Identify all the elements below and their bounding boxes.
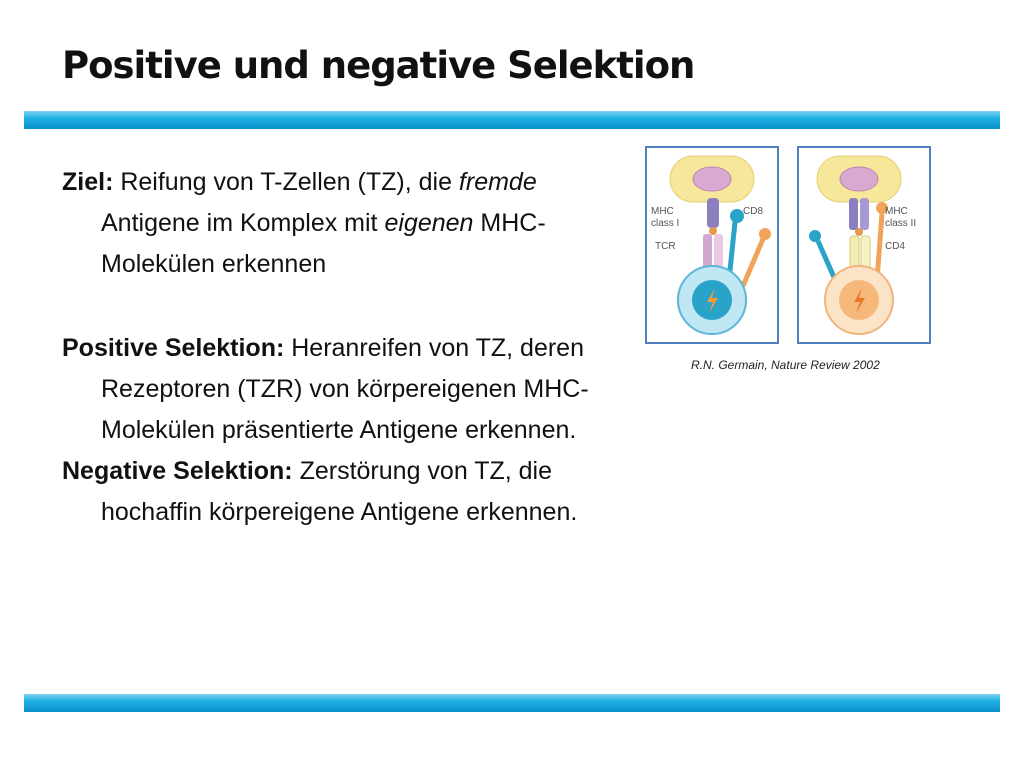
- slide-body: [62, 162, 602, 533]
- cd4-stalk: [877, 214, 882, 280]
- goal-label: Ziel:: [62, 168, 114, 196]
- nucleus: [693, 167, 731, 191]
- mhc-class-ii-label-line2: class II: [885, 218, 917, 229]
- negative-selection-text: Zerstörung von TZ, die hochaffin körpereigene Antigene erkennen.: [101, 457, 578, 526]
- cd4-stalk-unbound: [743, 239, 763, 286]
- goal-text-2: Antigene im Komplex mit: [101, 209, 385, 237]
- tcr-alpha-chain: [850, 236, 859, 270]
- cd8-head: [730, 209, 744, 223]
- negative-selection-label: Negative Selektion:: [62, 457, 293, 485]
- positive-selection-paragraph: [62, 328, 602, 451]
- mhc-class-ii-label-line1: MHC: [885, 206, 908, 217]
- positive-selection-label: Positive Selektion:: [62, 334, 285, 362]
- antigen-peptide: [709, 227, 717, 235]
- goal-paragraph: [62, 162, 602, 285]
- paragraph-gap: [62, 285, 602, 328]
- goal-emphasis-foreign: fremde: [458, 168, 537, 196]
- mhc-class-i-illustration: [647, 148, 777, 342]
- positive-selection-text: Heranreifen von TZ, deren Rezeptoren (TZR) von körpereigenen MHC-Molekülen präsentierte Antigene erkennen.: [101, 334, 589, 444]
- slide-title: Positive und negative Selektion: [62, 44, 695, 87]
- figure-panel-mhc-class-ii: [797, 146, 931, 344]
- tcr-alpha-chain: [703, 234, 712, 268]
- tcr-beta-chain: [861, 236, 870, 270]
- tcr-label: TCR: [655, 241, 676, 252]
- cd8-head-unbound: [809, 230, 821, 242]
- mhc-class-i-label-line2: class I: [651, 218, 680, 229]
- cd4-label: CD4: [885, 241, 906, 252]
- mhc-class-i-label-line1: MHC: [651, 206, 674, 217]
- mhc-class-ii-beta: [860, 198, 869, 230]
- mhc-class-i-molecule: [707, 198, 719, 228]
- mhc-class-ii-illustration: [799, 148, 929, 342]
- figure-credit: R.N. Germain, Nature Review 2002: [691, 358, 880, 372]
- tcell-figure: [645, 146, 957, 346]
- antigen-peptide: [855, 228, 863, 236]
- bottom-accent-bar: [24, 694, 1000, 712]
- goal-text-1: Reifung von T-Zellen (TZ), die: [113, 168, 459, 196]
- tcr-beta-chain: [714, 234, 723, 268]
- nucleus: [840, 167, 878, 191]
- goal-text-3: MHC-Molekülen erkennen: [101, 209, 546, 278]
- top-accent-bar: [24, 111, 1000, 129]
- cd8-label: CD8: [743, 206, 764, 217]
- goal-emphasis-own: eigenen: [384, 209, 474, 237]
- negative-selection-paragraph: [62, 451, 602, 533]
- mhc-class-ii-alpha: [849, 198, 858, 230]
- figure-panel-mhc-class-i: [645, 146, 779, 344]
